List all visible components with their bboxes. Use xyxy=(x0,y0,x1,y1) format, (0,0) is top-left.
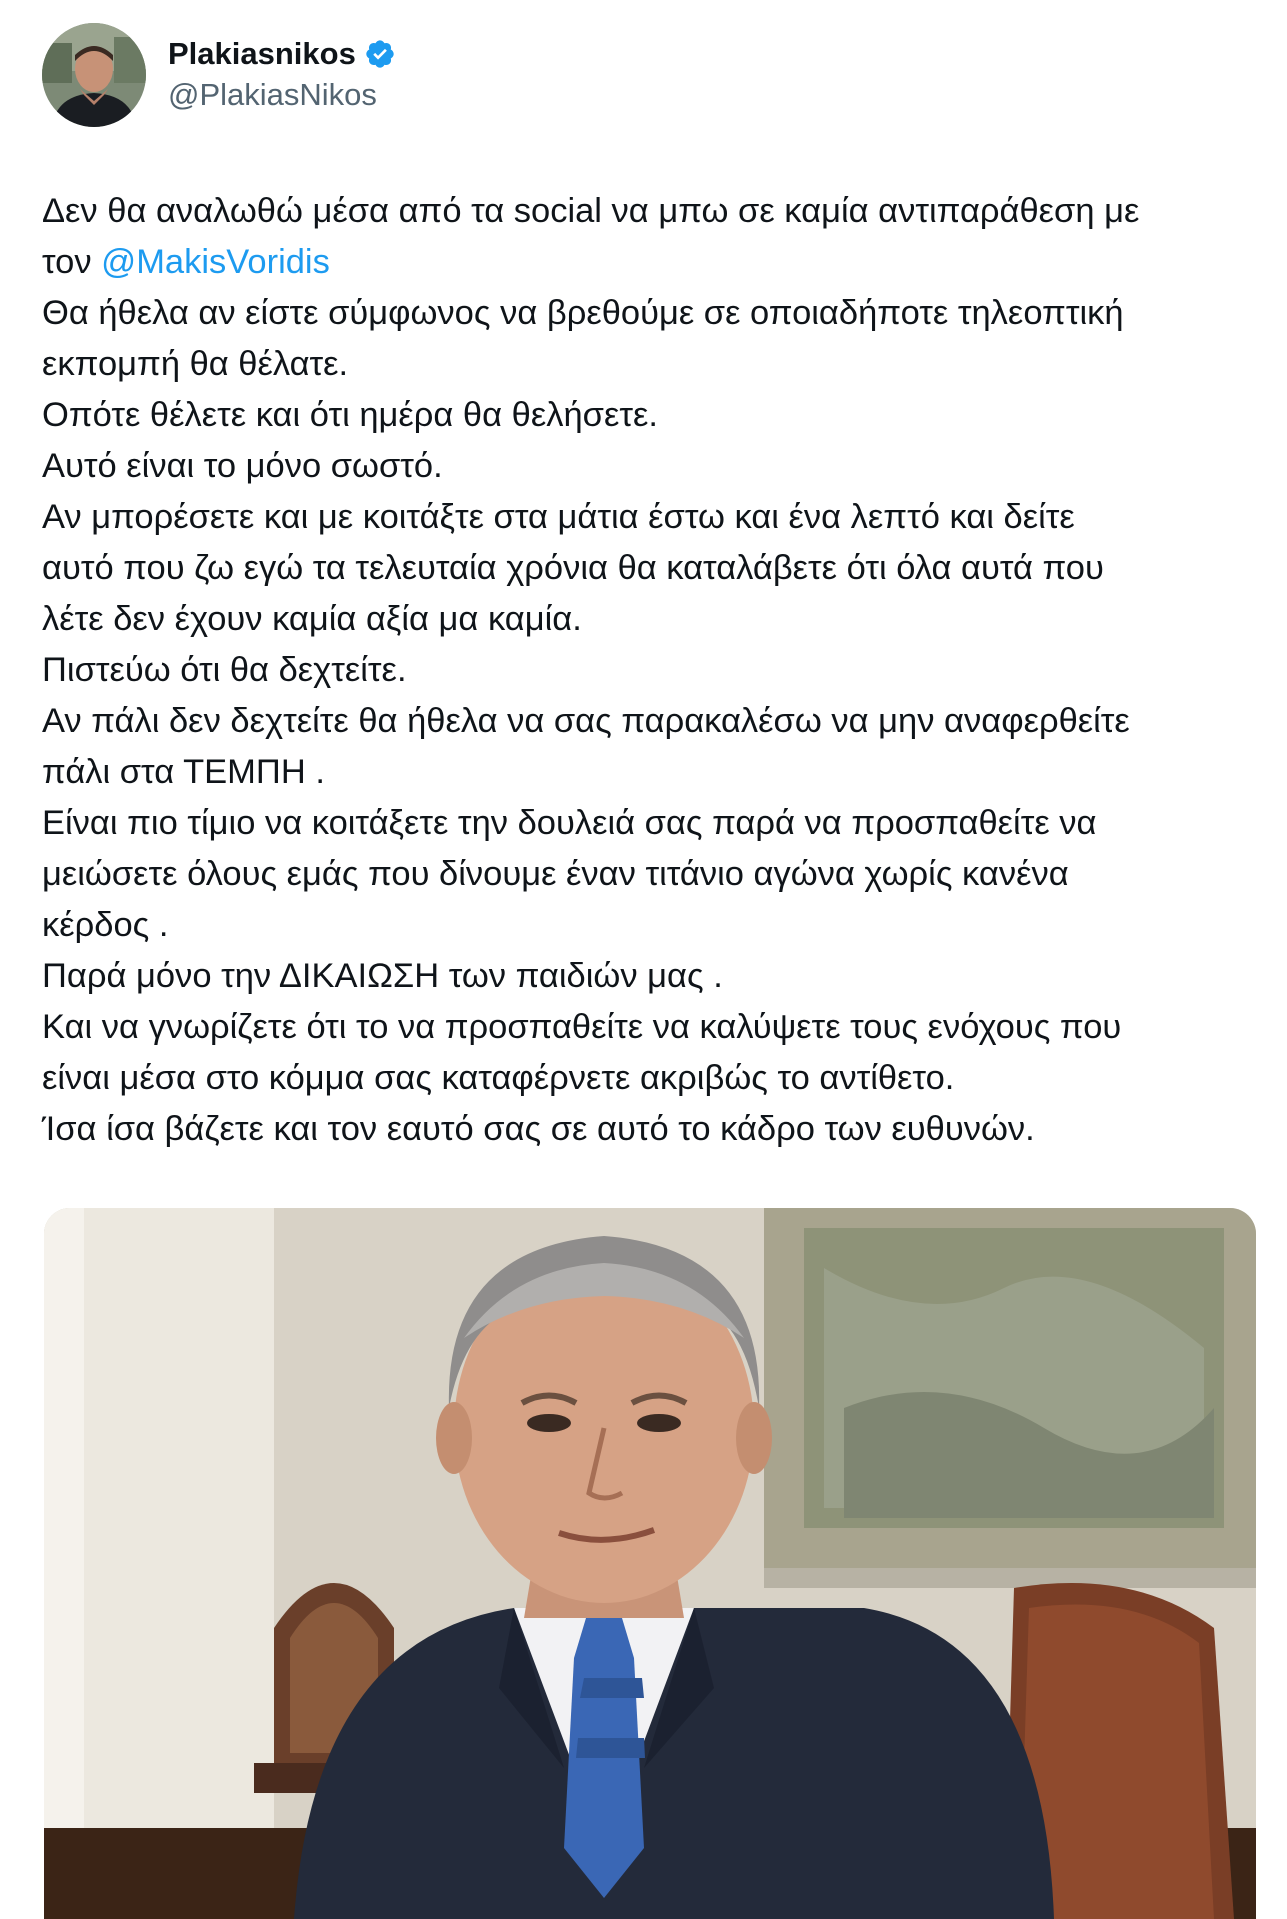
mention-link[interactable]: @MakisVoridis xyxy=(101,243,330,281)
tweet-line: Ίσα ίσα βάζετε και τον εαυτό σας σε αυτό το κάδρο των ευθυνών. xyxy=(42,1110,1035,1148)
tweet-line: Πιστεύω ότι θα δεχτείτε. xyxy=(42,651,407,689)
tweet-line: μειώσετε όλους εμάς που δίνουμε έναν τιτάνιο αγώνα χωρίς κανένα xyxy=(42,855,1069,893)
author-avatar[interactable] xyxy=(42,23,146,127)
tweet-line: κέρδος . xyxy=(42,906,169,944)
tweet-media[interactable] xyxy=(44,1208,1256,1919)
tweet-header xyxy=(42,20,396,130)
attached-photo-icon xyxy=(44,1208,1256,1919)
author-display-name[interactable]: Plakiasnikos xyxy=(168,36,356,71)
tweet-line: Και να γνωρίζετε ότι το να προσπαθείτε να καλύψετε τους ενόχους που xyxy=(42,1008,1122,1046)
tweet-line: λέτε δεν έχουν καμία αξία μα καμία. xyxy=(42,600,582,638)
tweet-line: Δεν θα αναλωθώ μέσα από τα social να μπω σε καμία αντιπαράθεση με xyxy=(42,192,1140,230)
tweet-line: Είναι πιο τίμιο να κοιτάξετε την δουλειά σας παρά να προσπαθείτε να xyxy=(42,804,1097,842)
tweet-line: Αυτό είναι το μόνο σωστό. xyxy=(42,447,443,485)
profile-photo-icon xyxy=(42,23,146,127)
tweet-text xyxy=(42,186,1257,1155)
tweet-line: Θα ήθελα αν είστε σύμφωνος να βρεθούμε σε οποιαδήποτε τηλεοπτική xyxy=(42,294,1124,332)
tweet-line: Αν μπορέσετε και με κοιτάξτε στα μάτια έστω και ένα λεπτό και δείτε xyxy=(42,498,1075,536)
tweet-line xyxy=(42,237,1257,288)
author-handle[interactable]: @PlakiasNikos xyxy=(168,77,377,112)
tweet-line: εκπομπή θα θέλατε. xyxy=(42,345,349,383)
tweet-line: Αν πάλι δεν δεχτείτε θα ήθελα να σας παρακαλέσω να μην αναφερθείτε xyxy=(42,702,1130,740)
tweet-line: είναι μέσα στο κόμμα σας καταφέρνετε ακριβώς το αντίθετο. xyxy=(42,1059,955,1097)
tweet-line-prefix: τον xyxy=(42,243,102,281)
tweet-line: αυτό που ζω εγώ τα τελευταία χρόνια θα καταλάβετε ότι όλα αυτά που xyxy=(42,549,1104,587)
tweet-line: Παρά μόνο την ΔΙΚΑΙΩΣΗ των παιδιών μας . xyxy=(42,957,723,995)
tweet-line: πάλι στα ΤΕΜΠΗ . xyxy=(42,753,325,791)
verified-badge-icon[interactable] xyxy=(364,38,396,70)
tweet-line: Οπότε θέλετε και ότι ημέρα θα θελήσετε. xyxy=(42,396,658,434)
